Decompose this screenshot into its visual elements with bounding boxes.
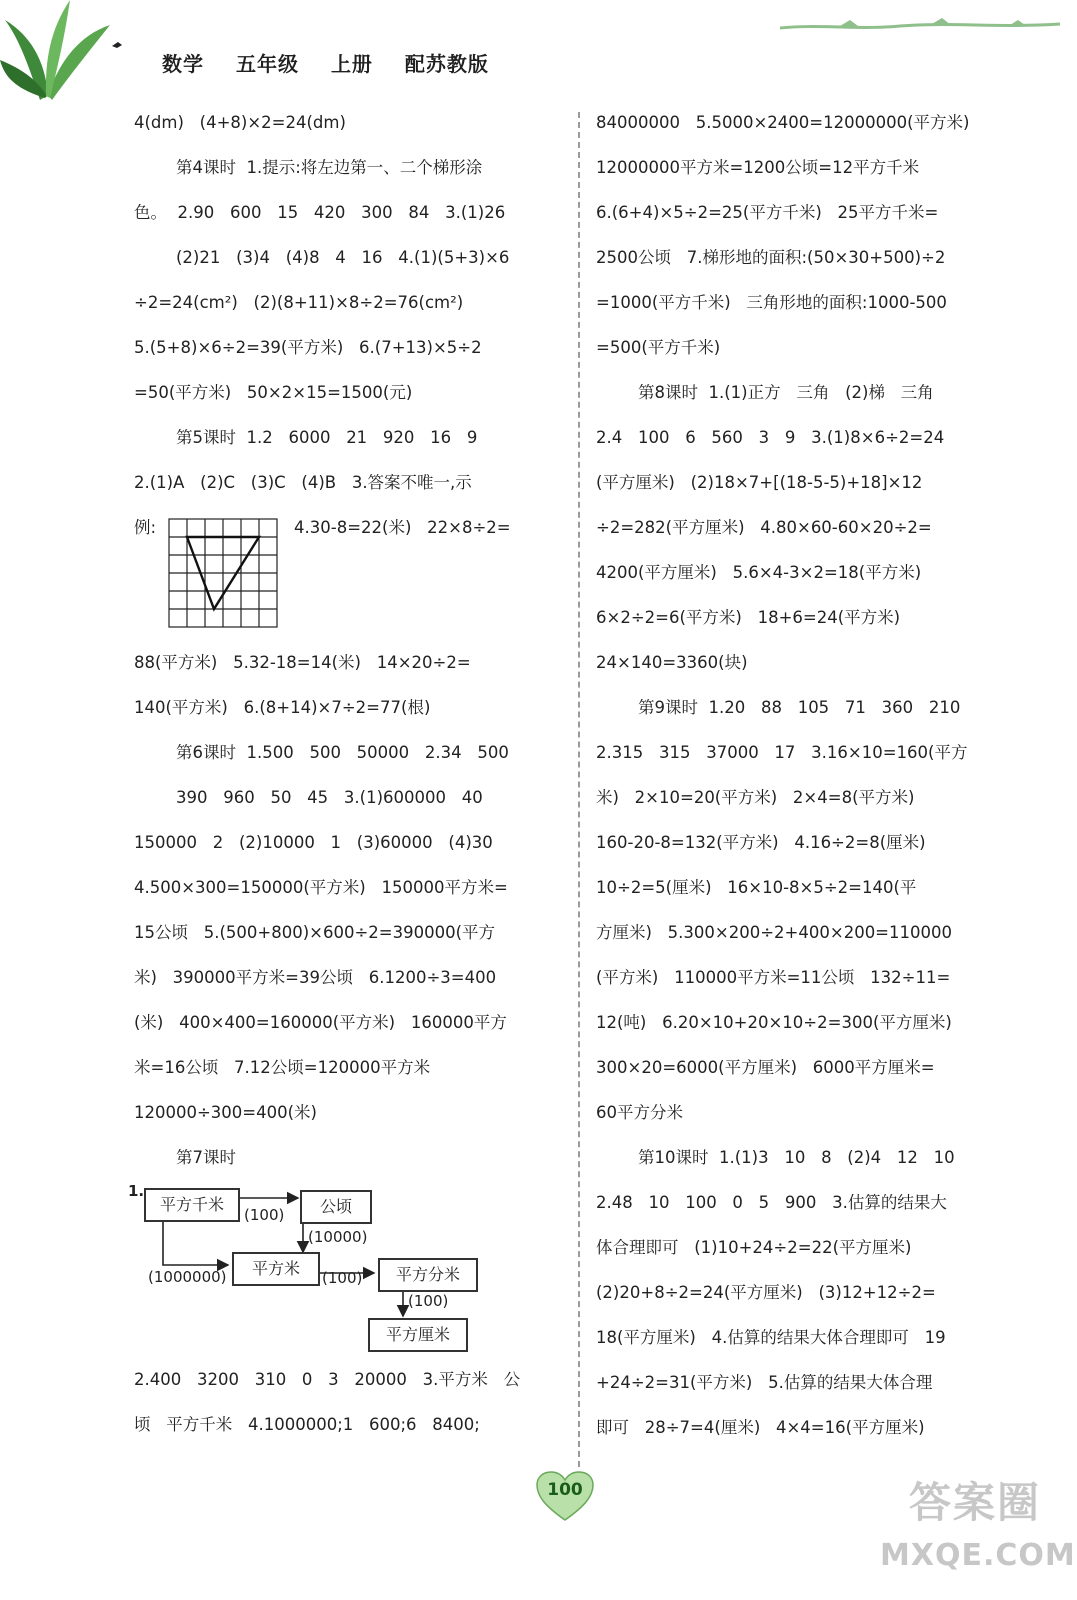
volume-label: 上册 <box>330 52 373 76</box>
answer-line: 6.(6+4)×5÷2=25(平方千米) 25平方千米= <box>596 203 939 222</box>
answer-line: 米) 2×10=20(平方米) 2×4=8(平方米) <box>596 788 915 807</box>
answer-line: 2500公顷 7.梯形地的面积:(50×30+500)÷2 <box>596 248 946 267</box>
answer-line: 2.(1)A (2)C (3)C (4)B 3.答案不唯一,示 <box>134 473 472 492</box>
answer-line: 色。 2.90 600 15 420 300 84 3.(1)26 <box>134 203 506 222</box>
answer-line: 140(平方米) 6.(8+14)×7÷2=77(根) <box>134 698 431 717</box>
example-label: 例: <box>134 518 157 537</box>
answer-line: 4.30-8=22(米) 22×8÷2= <box>294 518 511 537</box>
answer-line: 5.(5+8)×6÷2=39(平方米) 6.(7+13)×5÷2 <box>134 338 482 357</box>
palm-leaves-icon <box>0 0 150 110</box>
answer-line: (平方米) 110000平方米=11公顷 132÷11= <box>596 968 951 987</box>
lesson-heading-line: 第6课时 1.500 500 50000 2.34 500 <box>176 743 509 762</box>
watermark-title: 答案圈 <box>908 1478 1041 1527</box>
unit-box-square-centimeter: 平方厘米 <box>368 1318 468 1352</box>
answer-line: 6×2÷2=6(平方米) 18+6=24(平方米) <box>596 608 901 627</box>
header-decoration <box>780 14 1060 36</box>
conversion-label: (100) <box>408 1292 449 1310</box>
unit-box-square-decimeter: 平方分米 <box>378 1258 478 1292</box>
page-number: 100 <box>547 1480 583 1500</box>
answer-line: 米=16公顷 7.12公顷=120000平方米 <box>134 1058 431 1077</box>
grade-label: 五年级 <box>235 52 299 76</box>
answer-line: (2)21 (3)4 (4)8 4 16 4.(1)(5+3)×6 <box>176 248 510 267</box>
conversion-label: (10000) <box>308 1228 368 1246</box>
answer-line: (平方厘米) (2)18×7+[(18-5-5)+18]×12 <box>596 473 923 492</box>
answer-line: 88(平方米) 5.32-18=14(米) 14×20÷2= <box>134 653 471 672</box>
answer-line: 体合理即可 (1)10+24÷2=22(平方厘米) <box>596 1238 912 1257</box>
site-watermark <box>880 1470 1076 1590</box>
unit-box-square-kilometer: 平方千米 <box>144 1188 240 1222</box>
grid-example-block <box>134 505 566 640</box>
answer-line: 24×140=3360(块) <box>596 653 748 672</box>
answer-line: 4200(平方厘米) 5.6×4-3×2=18(平方米) <box>596 563 922 582</box>
answer-line: 4.500×300=150000(平方米) 150000平方米= <box>134 878 508 897</box>
answer-line: 150000 2 (2)10000 1 (3)60000 (4)30 <box>134 833 493 852</box>
edition-label: 配苏教版 <box>404 52 489 76</box>
answer-line: 方厘米) 5.300×200÷2+400×200=110000 <box>596 923 952 942</box>
answer-line: 390 960 50 45 3.(1)600000 40 <box>176 788 483 807</box>
triangle-grid-figure <box>168 518 278 628</box>
unit-box-hectare: 公顷 <box>300 1190 372 1224</box>
watermark-url: MXQE.COM <box>880 1538 1076 1573</box>
answer-line: (2)20+8÷2=24(平方厘米) (3)12+12÷2= <box>596 1283 936 1302</box>
answer-line: ÷2=282(平方厘米) 4.80×60-60×20÷2= <box>596 518 932 537</box>
book-title <box>162 48 513 77</box>
answer-line: 160-20-8=132(平方米) 4.16÷2=8(厘米) <box>596 833 926 852</box>
answer-line: 60平方分米 <box>596 1103 683 1122</box>
answer-line: 18(平方厘米) 4.估算的结果大体合理即可 19 <box>596 1328 946 1347</box>
answer-line: 顷 平方千米 4.1000000;1 600;6 8400; <box>134 1415 480 1434</box>
left-answer-column-end <box>134 1357 566 1447</box>
subject-label: 数学 <box>162 52 204 76</box>
lesson-heading-line: 第7课时 <box>176 1148 236 1167</box>
lesson-heading-line: 第10课时 1.(1)3 10 8 (2)4 12 10 <box>638 1148 955 1167</box>
conversion-label: (100) <box>244 1206 285 1224</box>
column-divider <box>578 112 580 1467</box>
answer-line: 120000÷300=400(米) <box>134 1103 317 1122</box>
answer-line: 4(dm) (4+8)×2=24(dm) <box>134 113 346 132</box>
lesson-heading-line: 第9课时 1.20 88 105 71 360 210 <box>638 698 961 717</box>
answer-line: =50(平方米) 50×2×15=1500(元) <box>134 383 413 402</box>
answer-line: 2.400 3200 310 0 3 20000 3.平方米 公 <box>134 1370 521 1389</box>
answer-line: =500(平方千米) <box>596 338 721 357</box>
answer-line: 米) 390000平方米=39公顷 6.1200÷3=400 <box>134 968 497 987</box>
answer-line: =1000(平方千米) 三角形地的面积:1000-500 <box>596 293 947 312</box>
answer-line: (米) 400×400=160000(平方米) 160000平方 <box>134 1013 507 1032</box>
lesson-heading-line: 第5课时 1.2 6000 21 920 16 9 <box>176 428 478 447</box>
unit-conversion-diagram <box>128 1178 508 1363</box>
conversion-label: (1000000) <box>148 1268 227 1286</box>
left-answer-column <box>134 100 566 1180</box>
answer-line: 2.48 10 100 0 5 900 3.估算的结果大 <box>596 1193 947 1212</box>
answer-line: 2.315 315 37000 17 3.16×10=160(平方 <box>596 743 968 762</box>
answer-line: 10÷2=5(厘米) 16×10-8×5÷2=140(平 <box>596 878 917 897</box>
answer-line: 2.4 100 6 560 3 9 3.(1)8×6÷2=24 <box>596 428 945 447</box>
answer-line: ÷2=24(cm²) (2)(8+11)×8÷2=76(cm²) <box>134 293 464 312</box>
answer-line: 12000000平方米=1200公顷=12平方千米 <box>596 158 920 177</box>
unit-box-square-meter: 平方米 <box>232 1252 320 1286</box>
lesson-heading-line: 第8课时 1.(1)正方 三角 (2)梯 三角 <box>638 383 934 402</box>
answer-line: 300×20=6000(平方厘米) 6000平方厘米= <box>596 1058 935 1077</box>
item-number: 1. <box>128 1182 145 1200</box>
answer-line: 即可 28÷7=4(厘米) 4×4=16(平方厘米) <box>596 1418 925 1437</box>
conversion-label: (100) <box>322 1269 363 1287</box>
answer-line: +24÷2=31(平方米) 5.估算的结果大体合理 <box>596 1373 933 1392</box>
answer-line: 12(吨) 6.20×10+20×10÷2=300(平方厘米) <box>596 1013 952 1032</box>
right-answer-column <box>596 100 1036 1450</box>
answer-line: 84000000 5.5000×2400=12000000(平方米) <box>596 113 970 132</box>
lesson-heading-line: 第4课时 1.提示:将左边第一、二个梯形涂 <box>176 158 483 177</box>
answer-line: 15公顷 5.(500+800)×600÷2=390000(平方 <box>134 923 496 942</box>
